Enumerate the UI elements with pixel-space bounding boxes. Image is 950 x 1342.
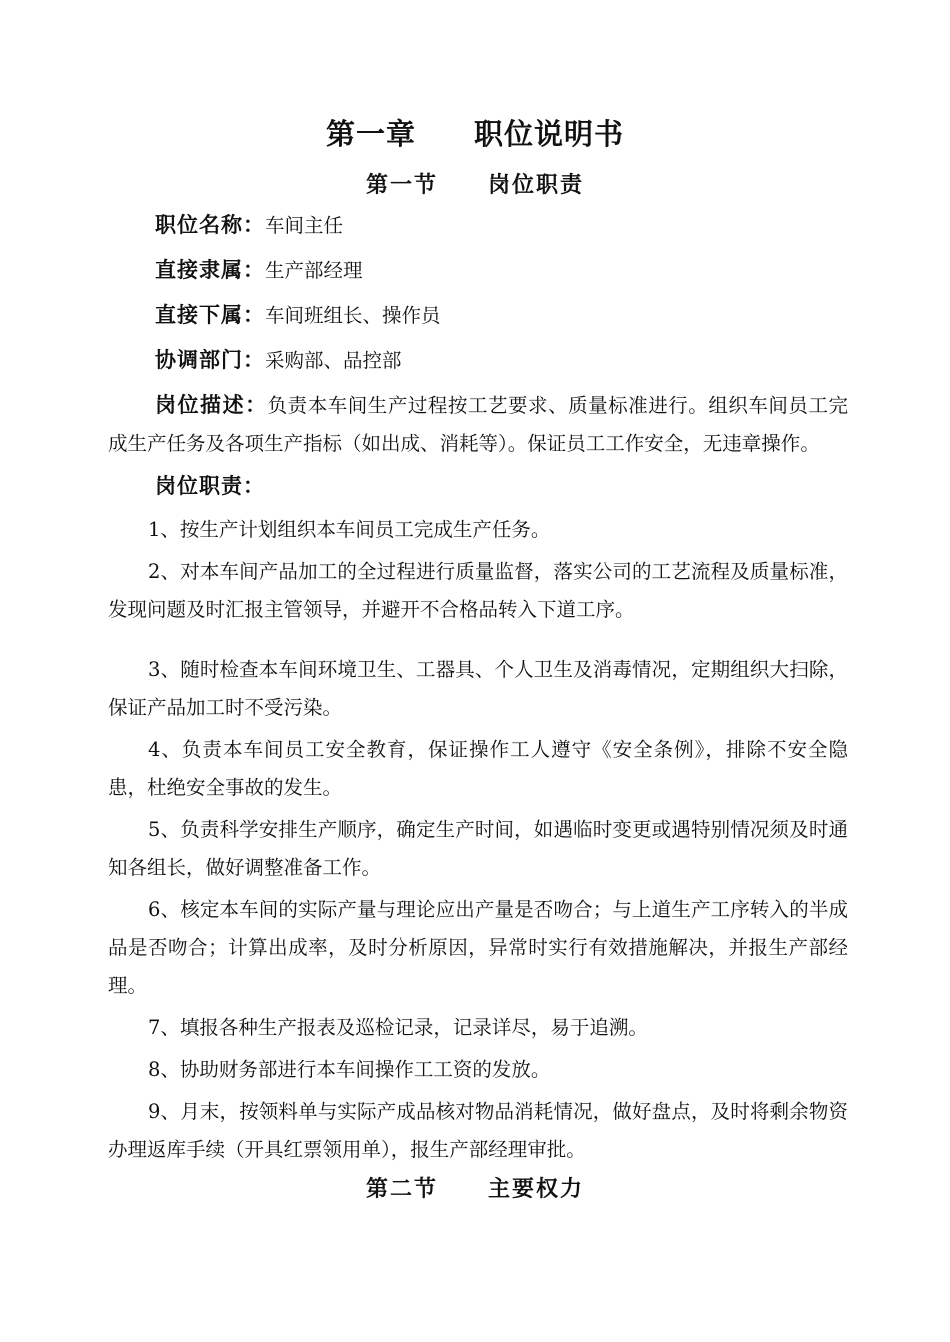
field-value: 生产部经理 <box>265 259 363 282</box>
section-1-name: 岗位职责 <box>488 173 585 198</box>
field-label: 协调部门： <box>155 348 265 372</box>
duty-item: 1、按生产计划组织本车间员工完成生产任务。 <box>148 518 551 541</box>
duty-item: 9、月末，按领料单与实际产成品核对物品消耗情况，做好盘点，及时将剩余物资办理返库手续（开具红票领用单），报生产部经理审批。 <box>108 1100 848 1161</box>
field-value: 车间班组长、操作员 <box>265 304 441 327</box>
field-coordinating-departments <box>108 341 848 380</box>
chapter-number: 第一章 <box>325 117 416 151</box>
field-label: 直接下属： <box>155 303 265 327</box>
section-2-number: 第二节 <box>365 1177 438 1202</box>
job-description <box>108 386 848 463</box>
duty-item: 8、协助财务部进行本车间操作工工资的发放。 <box>148 1058 551 1081</box>
chapter-name: 职位说明书 <box>474 117 625 151</box>
field-label: 直接隶属： <box>155 258 265 282</box>
duty-item: 3、随时检查本车间环境卫生、工器具、个人卫生及消毒情况，定期组织大扫除，保证产品加工时不受污染。 <box>108 658 848 719</box>
field-value: 采购部、品控部 <box>265 349 402 372</box>
job-description-label: 岗位描述： <box>155 393 268 417</box>
section-title-1 <box>0 168 950 199</box>
section-1-number: 第一节 <box>365 173 438 198</box>
chapter-title <box>0 112 950 153</box>
duty-item: 4、负责本车间员工安全教育，保证操作工人遵守《安全条例》，排除不安全隐患，杜绝安全事故的发生。 <box>108 738 848 799</box>
section-2-name: 主要权力 <box>488 1177 585 1202</box>
section-title-2 <box>0 1172 950 1203</box>
duty-item: 5、负责科学安排生产顺序，确定生产时间，如遇临时变更或遇特别情况须及时通知各组长，做好调整准备工作。 <box>108 818 848 879</box>
duty-item: 7、填报各种生产报表及巡检记录，记录详尽，易于追溯。 <box>148 1016 648 1039</box>
field-label: 职位名称： <box>155 213 265 237</box>
duties-heading: 岗位职责： <box>155 474 265 498</box>
field-direct-superior <box>108 251 848 290</box>
field-position-name <box>108 206 848 245</box>
field-direct-subordinates <box>108 296 848 335</box>
field-value: 车间主任 <box>265 214 344 237</box>
job-description-text: 负责本车间生产过程按工艺要求、质量标准进行。组织车间员工完成生产任务及各项生产指标（如出成、消耗等）。保证员工工作安全，无违章操作。 <box>108 394 848 455</box>
duty-item: 6、核定本车间的实际产量与理论应出产量是否吻合；与上道生产工序转入的半成品是否吻合；计算出成率，及时分析原因，异常时实行有效措施解决，并报生产部经理。 <box>108 898 848 997</box>
duty-item: 2、对本车间产品加工的全过程进行质量监督，落实公司的工艺流程及质量标准，发现问题及时汇报主管领导，并避开不合格品转入下道工序。 <box>108 560 848 621</box>
document-body <box>108 206 848 1173</box>
